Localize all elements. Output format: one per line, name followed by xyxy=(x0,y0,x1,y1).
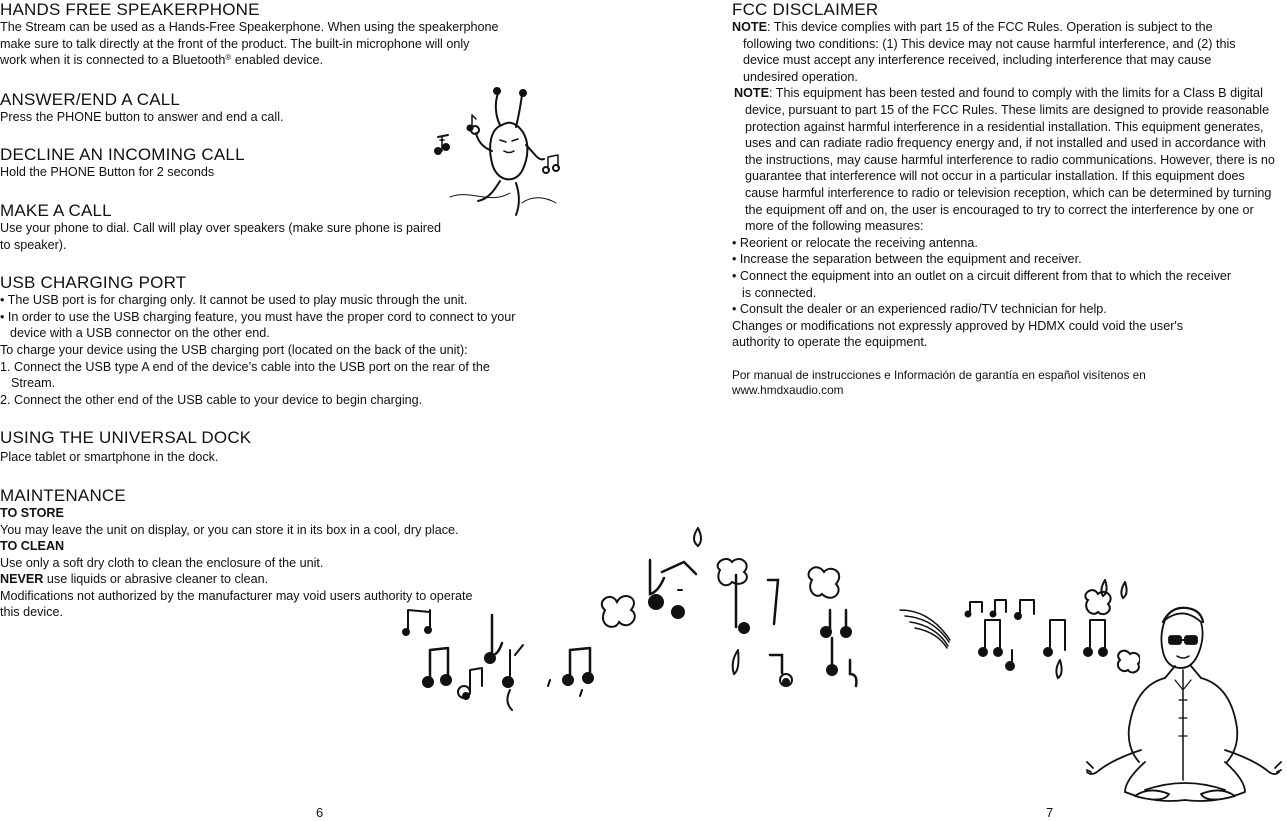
changes-text: Changes or modifications not expressly approved by HDMX could void the user's authority to operate the equipment. xyxy=(732,318,1184,350)
page-number-left: 6 xyxy=(316,805,324,820)
measure-item: • Consult the dealer or an experienced radio/TV technician for help. xyxy=(732,302,1107,317)
right-page xyxy=(732,0,1275,398)
decline-call-text: Hold the PHONE Button for 2 seconds xyxy=(0,165,215,180)
meditating-man-illustration xyxy=(1085,600,1285,815)
modifications-text: Modifications not authorized by the manufacturer may void users authority to operate this device. xyxy=(0,588,473,620)
music-notes-illustration xyxy=(400,520,1140,720)
make-call-title: MAKE A CALL xyxy=(0,200,112,220)
make-call-text: Use your phone to dial. Call will play over speakers (make sure phone is paired to speaker). xyxy=(0,220,442,252)
answer-call-text: Press the PHONE button to answer and end a call. xyxy=(0,109,284,124)
website-text: www.hmdxaudio.com xyxy=(732,382,844,397)
usb-intro: To charge your device using the USB charging port (located on the back of the unit): xyxy=(0,342,468,357)
usb-bullet-2: • In order to use the USB charging feature, you must have the proper cord to connect to your device with a USB connector on the other end. xyxy=(0,309,516,341)
usb-title: USB CHARGING PORT xyxy=(0,273,187,293)
hands-free-text: The Stream can be used as a Hands-Free Speakerphone. When using the speakerphone make sure to talk directly at the front of the product. The built-in microphone will only work when it is connected to a Bluetooth® enabled device. xyxy=(0,20,499,68)
dancing-creature-illustration xyxy=(420,85,570,220)
never-text: NEVER use liquids or abrasive cleaner to clean. xyxy=(0,572,269,587)
page-number-right: 7 xyxy=(1046,805,1054,820)
hands-free-title: HANDS FREE SPEAKERPHONE xyxy=(0,0,260,19)
clean-text: Use only a soft dry cloth to clean the enclosure of the unit. xyxy=(0,555,324,570)
usb-step-2: 2. Connect the other end of the USB cable to your device to begin charging. xyxy=(0,392,423,407)
answer-call-title: ANSWER/END A CALL xyxy=(0,89,181,109)
maintenance-title: MAINTENANCE xyxy=(0,485,126,505)
fcc-note-2: NOTE: This equipment has been tested and found to comply with the limits for a Class B digital device, pursuant to part 15 of the FCC Rules. These limits are designed to provide reasonable protection against harmful interference in a residential installation. This equipment generates, uses and can radiate radio frequency energy and, if not installed and used in accordance with the instructions, may cause harmful interference to radio communications. However, there is no guarantee that interference will not occur in a particular installation. If this equipment does cause harmful interference to radio or television reception, which can be determined by turning the equipment off and on, the user is encouraged to try to correct the interference by one or more of the following measures: xyxy=(734,86,1275,234)
store-label: TO STORE xyxy=(0,505,64,520)
measure-item: • Connect the equipment into an outlet on a circuit different from that to which the receiver is connected. xyxy=(732,268,1232,300)
store-text: You may leave the unit on display, or you can store it in its box in a cool, dry place. xyxy=(0,522,459,537)
usb-bullet-1: • The USB port is for charging only. It cannot be used to play music through the unit. xyxy=(0,293,468,308)
fcc-note-1: NOTE: This device complies with part 15 of the FCC Rules. Operation is subject to the following two conditions: (1) This device may not cause harmful interference, and (2) this device must accept any interference received, including interference that may cause undesired operation. xyxy=(732,20,1236,84)
fcc-title: FCC DISCLAIMER xyxy=(732,0,879,19)
measure-item: • Reorient or relocate the receiving antenna. xyxy=(732,235,978,250)
dock-title: USING THE UNIVERSAL DOCK xyxy=(0,428,252,448)
fcc-measures xyxy=(732,235,1272,318)
decline-call-title: DECLINE AN INCOMING CALL xyxy=(0,145,245,165)
clean-label: TO CLEAN xyxy=(0,539,65,554)
usb-step-1: 1. Connect the USB type A end of the device’s cable into the USB port on the rear of the Stream. xyxy=(0,359,490,391)
measure-item: • Increase the separation between the equipment and receiver. xyxy=(732,252,1082,267)
spanish-info: Por manual de instrucciones e Información de garantía en español visítenos en www.hmdxaudio.com xyxy=(732,367,1146,397)
dock-text: Place tablet or smartphone in the dock. xyxy=(0,450,219,465)
